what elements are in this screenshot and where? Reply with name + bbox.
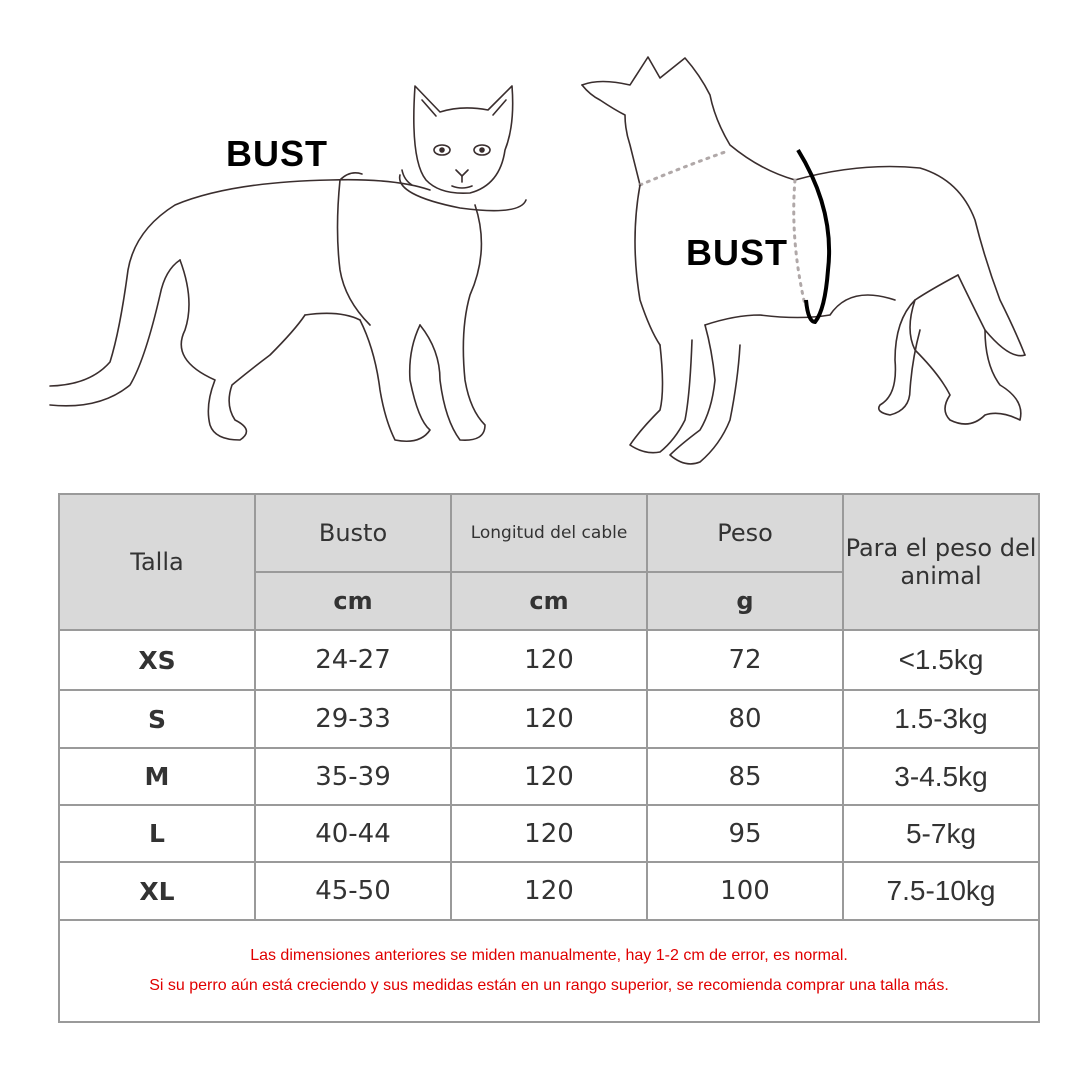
cell-cable-length: 120 (451, 690, 647, 748)
note-size-recommendation: Si su perro aún está creciendo y sus medidas están en un rango superior, se recomienda comprar una talla más. (149, 977, 949, 994)
table-row (59, 690, 1039, 748)
cell-weight: 85 (647, 748, 843, 805)
cell-cable-length: 120 (451, 630, 647, 690)
note-measurement-error: Las dimensiones anteriores se miden manualmente, hay 1-2 cm de error, es normal. (250, 947, 848, 964)
dog-bust-ring (798, 150, 829, 322)
header-bust: Busto (255, 494, 451, 572)
cell-bust: 35-39 (255, 748, 451, 805)
cell-weight: 72 (647, 630, 843, 690)
header-animal-weight: Para el peso del animal (843, 494, 1039, 630)
cat-bust-label: BUST (226, 133, 328, 174)
cell-weight: 80 (647, 690, 843, 748)
cell-animal-weight: 3-4.5kg (843, 748, 1039, 805)
cell-size: L (59, 805, 255, 862)
table-header-row (59, 494, 1039, 572)
cell-size: S (59, 690, 255, 748)
header-cable-length: Longitud del cable (451, 494, 647, 572)
cell-weight: 100 (647, 862, 843, 920)
cell-bust: 45-50 (255, 862, 451, 920)
table-row (59, 630, 1039, 690)
cell-weight: 95 (647, 805, 843, 862)
notes-row (59, 920, 1039, 1022)
cell-animal-weight: <1.5kg (843, 630, 1039, 690)
header-size: Talla (59, 494, 255, 630)
header-weight: Peso (647, 494, 843, 572)
cell-size: XS (59, 630, 255, 690)
size-chart-table (58, 493, 1040, 1023)
unit-weight: g (647, 572, 843, 630)
cell-size: XL (59, 862, 255, 920)
cell-bust: 29-33 (255, 690, 451, 748)
cell-cable-length: 120 (451, 748, 647, 805)
notes-cell (59, 920, 1039, 1022)
cell-bust: 24-27 (255, 630, 451, 690)
unit-cable-length: cm (451, 572, 647, 630)
dog-bust-label: BUST (686, 232, 788, 273)
unit-bust: cm (255, 572, 451, 630)
cell-cable-length: 120 (451, 862, 647, 920)
cell-cable-length: 120 (451, 805, 647, 862)
cell-animal-weight: 5-7kg (843, 805, 1039, 862)
table-row (59, 862, 1039, 920)
cell-size: M (59, 748, 255, 805)
cell-animal-weight: 7.5-10kg (843, 862, 1039, 920)
table-row (59, 805, 1039, 862)
cell-animal-weight: 1.5-3kg (843, 690, 1039, 748)
table-row (59, 748, 1039, 805)
cell-bust: 40-44 (255, 805, 451, 862)
dog-outline (582, 57, 1025, 464)
pet-measurement-illustration (0, 0, 1089, 490)
